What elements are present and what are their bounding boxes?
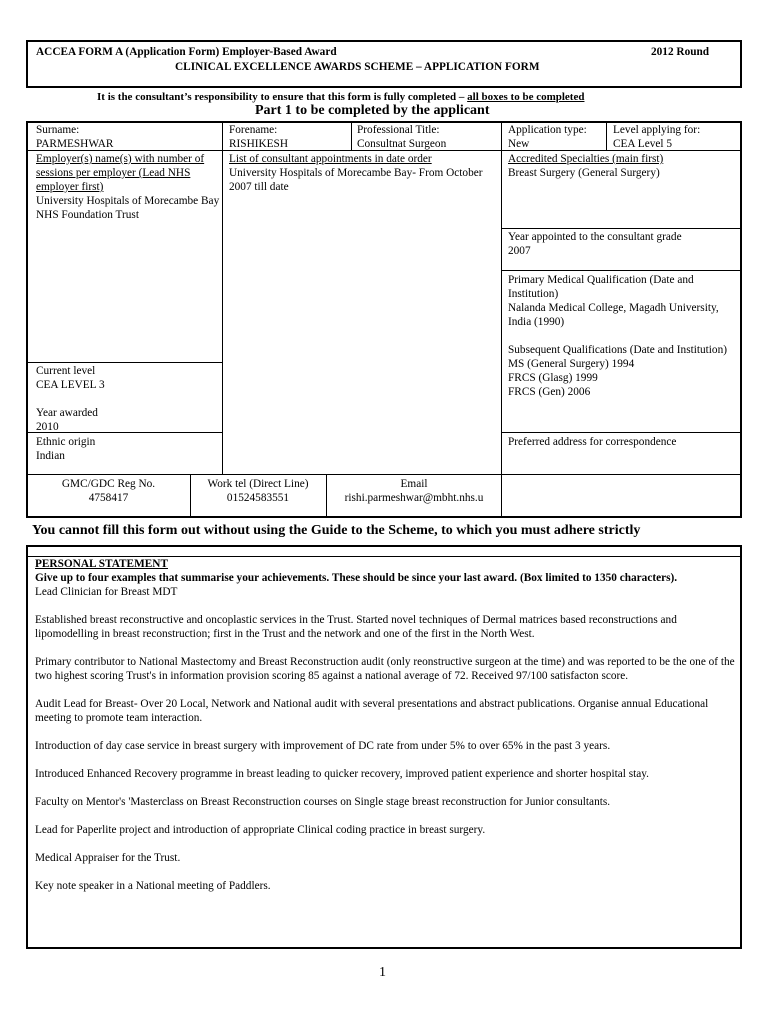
ethnic-cell — [36, 435, 220, 463]
col-line — [606, 122, 607, 151]
forename-value: RISHIKESH — [229, 138, 288, 150]
email-cell — [327, 477, 501, 505]
level-label: Level applying for: — [613, 124, 701, 136]
employer-label: Employer(s) name(s) with number of sessions per employer (Lead NHS employer first) — [36, 153, 205, 193]
statement-instructions: Give up to four examples that summarise your achievements. These should be since your last award. (Box limited to 1350 characters). — [35, 572, 678, 584]
specialties-label: Accredited Specialties (main first) — [508, 153, 664, 165]
scheme-title: CLINICAL EXCELLENCE AWARDS SCHEME – APPLICATION FORM — [175, 61, 540, 73]
form-title: ACCEA FORM A (Application Form) Employer-Based Award — [36, 46, 337, 58]
guide-warning: You cannot fill this form out without using the Guide to the Scheme, to which you must adhere strictly — [32, 523, 641, 538]
gmc-label: GMC/GDC Reg No. — [61, 478, 156, 490]
col-line — [501, 122, 502, 517]
year-appointed-value: 2007 — [508, 245, 531, 257]
statement-paragraph: Primary contributor to National Mastectomy and Breast Reconstruction audit (only reonstructive surgeon at the time) and was reported to be the one of the two highest scoring Trust's in information provision scoring 85 against a national average of 72. Received 97/100 satisfacton score. — [35, 656, 735, 682]
address-cell — [508, 435, 740, 449]
subsequent-item: MS (General Surgery) 1994 — [508, 358, 635, 370]
surname-value: PARMESHWAR — [36, 138, 114, 150]
work-tel-label: Work tel (Direct Line) — [207, 478, 309, 490]
personal-statement — [35, 557, 735, 907]
level-value: CEA Level 5 — [613, 138, 672, 150]
application-type-label: Application type: — [508, 124, 587, 136]
current-level-cell — [36, 364, 220, 434]
title-value: Consultnat Surgeon — [357, 138, 447, 150]
subsequent-item: FRCS (Glasg) 1999 — [508, 372, 598, 384]
pmq-label: Primary Medical Qualification (Date and Institution) — [508, 274, 694, 300]
notice-text: It is the consultant’s responsibility to ensure that this form is fully completed – — [97, 91, 468, 103]
statement-paragraph: Lead for Paperlite project and introduction of appropriate Clinical coding practice in breast surgery. — [35, 824, 486, 836]
appointments-cell — [229, 152, 499, 194]
statement-first-line: Lead Clinician for Breast MDT — [35, 586, 178, 598]
pmq-value: Nalanda Medical College, Magadh University, India (1990) — [508, 302, 719, 328]
application-type-value: New — [508, 138, 530, 150]
statement-paragraph: Audit Lead for Breast- Over 20 Local, Network and National audit with several presentations and abstract publications. Organise annual Educational meeting to promote team interaction. — [35, 698, 709, 724]
forename-cell — [229, 123, 349, 151]
employer-cell — [36, 152, 220, 222]
email-value: rishi.parmeshwar@mbht.nhs.u — [344, 492, 484, 504]
part1-title: Part 1 to be completed by the applicant — [255, 103, 490, 118]
col-line — [222, 122, 223, 474]
statement-paragraph: Introduced Enhanced Recovery programme in breast leading to quicker recovery, improved patient experience and shorter hospital stay. — [35, 768, 649, 780]
gmc-cell — [28, 477, 189, 505]
year-awarded-value: 2010 — [36, 421, 59, 433]
notice-emphasis: all boxes to be completed — [467, 91, 585, 103]
title-label: Professional Title: — [357, 124, 440, 136]
statement-paragraph: Faculty on Mentor's 'Masterclass on Breast Reconstruction courses on Single stage breast reconstruction for Junior consultants. — [35, 796, 611, 808]
col-line — [351, 122, 352, 151]
round-label: 2012 Round — [651, 46, 710, 58]
specialties-value: Breast Surgery (General Surgery) — [508, 167, 660, 179]
work-tel-cell — [191, 477, 325, 505]
gmc-value: 4758417 — [88, 492, 129, 504]
row-line — [502, 270, 741, 271]
ethnic-label: Ethnic origin — [36, 436, 96, 448]
current-level-value: CEA LEVEL 3 — [36, 379, 105, 391]
row-line — [27, 362, 222, 363]
page-number: 1 — [379, 965, 386, 980]
statement-paragraph: Established breast reconstructive and oncoplastic services in the Trust. Started novel techniques of Dermal matrices based reconstructions and lipomodelling in breast reconstruction; first in the Trust and the network and one of the first in the North West. — [35, 614, 677, 640]
appointments-value: University Hospitals of Morecambe Bay- From October 2007 till date — [229, 167, 483, 193]
specialties-cell — [508, 152, 740, 180]
current-level-label: Current level — [36, 365, 96, 377]
email-label: Email — [400, 478, 428, 490]
work-tel-value: 01524583551 — [226, 492, 290, 504]
statement-paragraph: Key note speaker in a National meeting of Paddlers. — [35, 880, 271, 892]
employer-value: University Hospitals of Morecambe Bay NHS Foundation Trust — [36, 195, 220, 221]
surname-label: Surname: — [36, 124, 80, 136]
appointments-label: List of consultant appointments in date order — [229, 153, 432, 165]
title-cell — [357, 123, 500, 151]
row-line — [27, 474, 742, 475]
application-type-cell — [508, 123, 605, 151]
subsequent-item: FRCS (Gen) 2006 — [508, 386, 591, 398]
year-awarded-label: Year awarded — [36, 407, 98, 419]
year-appointed-label: Year appointed to the consultant grade — [508, 231, 682, 243]
statement-heading: PERSONAL STATEMENT — [35, 558, 168, 570]
forename-label: Forename: — [229, 124, 278, 136]
surname-cell — [36, 123, 221, 151]
row-line — [502, 228, 741, 229]
statement-paragraph: Medical Appraiser for the Trust. — [35, 852, 181, 864]
statement-paragraph: Introduction of day case service in breast surgery with improvement of DC rate from under 5% to over 65% in the past 3 years. — [35, 740, 611, 752]
subsequent-label: Subsequent Qualifications (Date and Institution) — [508, 344, 727, 356]
ethnic-value: Indian — [36, 450, 65, 462]
qualifications-cell — [508, 273, 733, 399]
row-line — [502, 432, 741, 433]
level-cell — [613, 123, 741, 151]
year-appointed-cell — [508, 230, 740, 258]
completion-notice — [97, 90, 584, 104]
address-label: Preferred address for correspondence — [508, 436, 677, 448]
